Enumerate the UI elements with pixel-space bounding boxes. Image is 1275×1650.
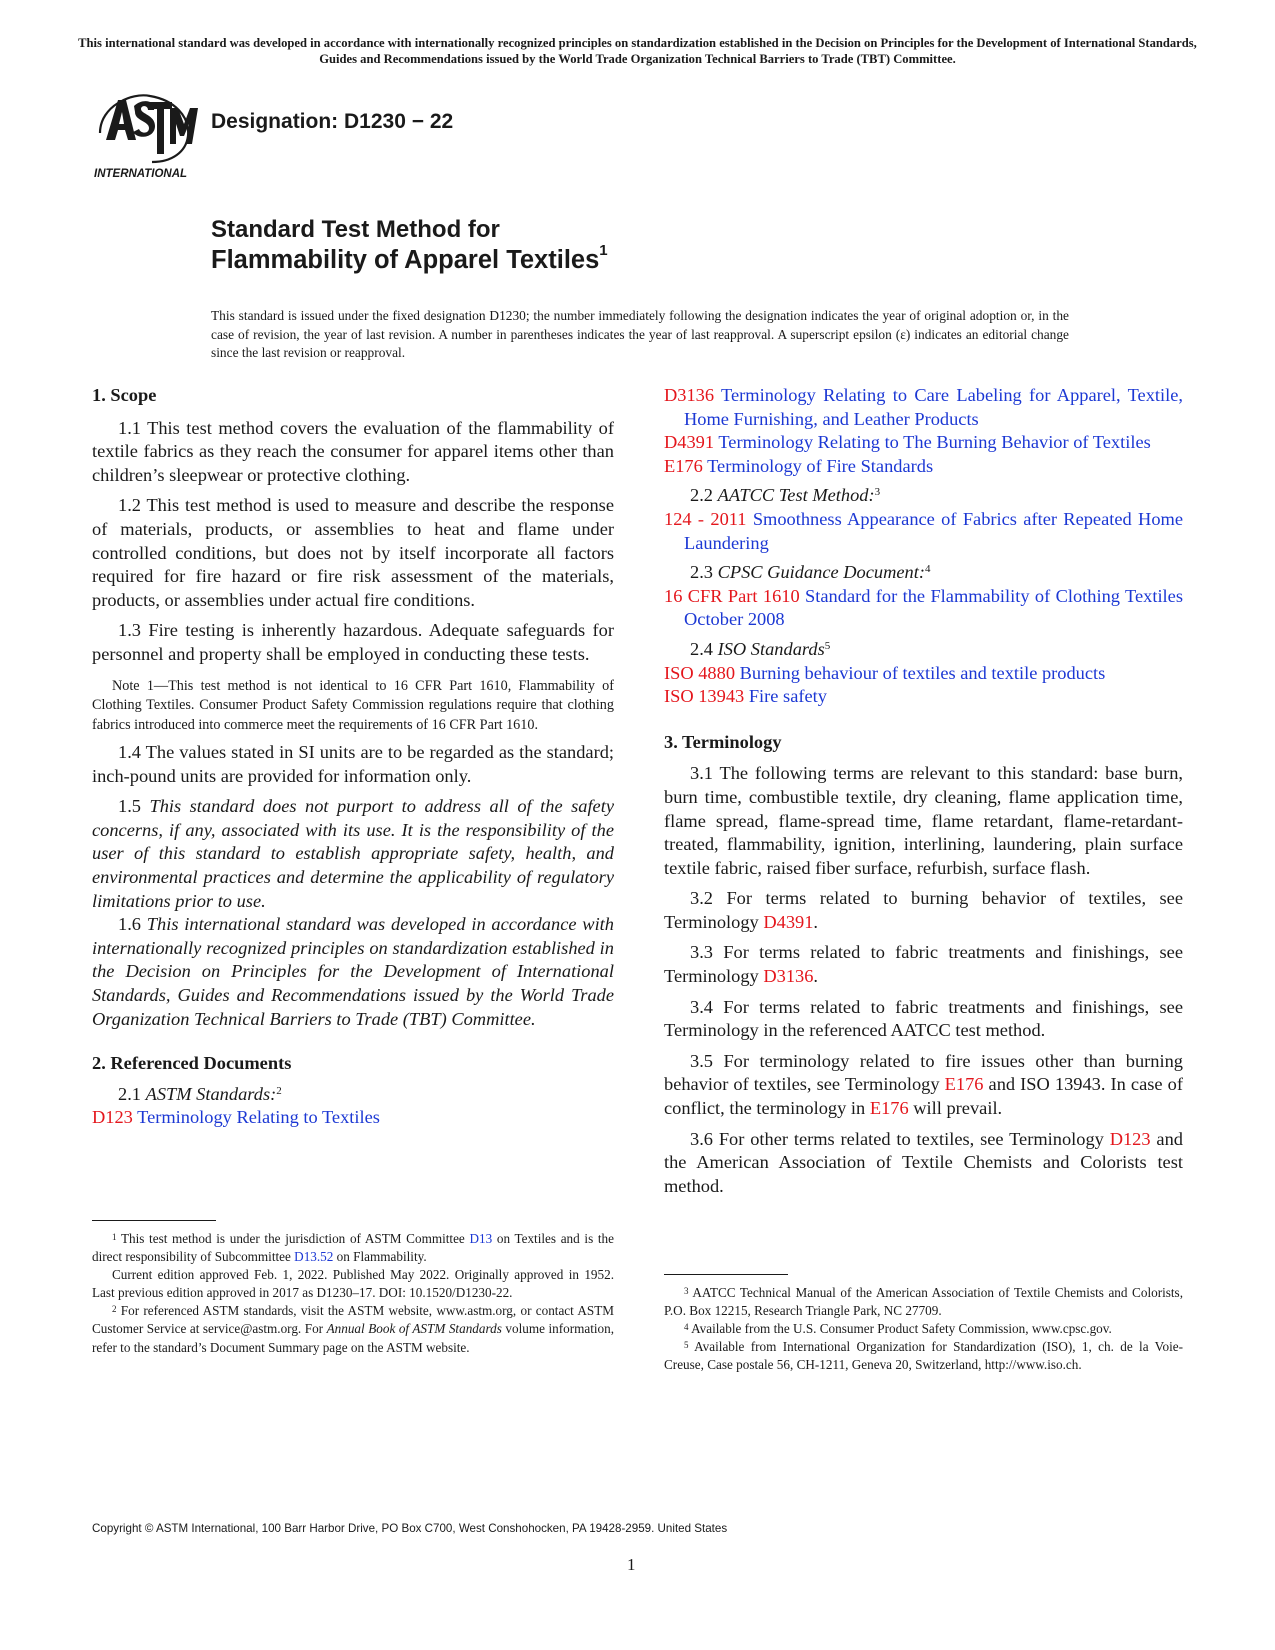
ref-d4391[interactable] [664,431,1183,455]
ref-iso4880-code[interactable]: ISO 4880 [664,662,736,683]
footnote-2 [92,1302,614,1356]
ref-e176-title[interactable]: Terminology of Fire Standards [707,455,934,476]
section-2-2 [664,484,1183,508]
footnote-rule-right [664,1274,788,1275]
section-3-5 [664,1050,1183,1121]
ref-iso13943-title[interactable]: Fire safety [748,686,827,707]
footnote-5-marker: 5 [684,1340,689,1351]
terminology-heading: 3. Terminology [664,731,782,752]
section-1-1: 1.1 This test method covers the evaluation of the flammability of textile fabrics as they reach the consumer for apparel items other than children’s sleepwear or protective clothing. [92,417,614,485]
ref-d3136[interactable] [664,384,1183,431]
ref-16cfr-title[interactable]: Standard for the Flammability of Clothing Textiles October 2008 [684,585,1183,630]
section-3-6-text-a: 3.6 For other terms related to textiles, see Terminology [690,1128,1104,1149]
section-1-5-number: 1.5 [118,796,141,817]
right-footnotes [664,1274,1183,1374]
ref-e176[interactable] [664,455,1183,479]
link-d13-52[interactable]: D13.52 [294,1249,334,1265]
page-number: 1 [627,1555,636,1574]
section-3-1: 3.1 The following terms are relevant to this standard: base burn, burn time, combustible textile, dry cleaning, flame application time, flame spread, flame-spread time, flame retardant, flame-retardant-treated, flammability, ignition, interlining, laundering, plain surface textile fabric, raised fiber surface, refurbish, surface flash. [664,763,1183,878]
header-note: This international standard was developed in accordance with internationally recognized principles on standardization established in the Decision on Principles for the Development of International Standards, Guides and Recommendations issued by the World Trade Organization Technical Barriers to Trade (TBT) Committee. [78,36,1197,66]
ref-d123[interactable] [92,1106,614,1130]
section-1-5-text: This standard does not purport to address all of the safety concerns, if any, associated with its use. It is the responsibility of the user of this standard to establish appropriate safety, health, and environmental practices and determine the applicability of regulatory limitations prior to use. [92,796,614,911]
link-e176-b[interactable]: E176 [869,1098,909,1119]
scope-heading: 1. Scope [92,385,157,405]
left-footnotes [92,1220,614,1357]
ref-d123-title[interactable]: Terminology Relating to Textiles [137,1107,380,1128]
section-1-5 [92,795,614,913]
link-d3136[interactable]: D3136 [763,966,814,987]
section-2-3 [664,561,1183,585]
ref-16cfr-1610[interactable] [664,585,1183,632]
footnote-1-text-b: on Textiles and is the direct responsibility of Subcommittee [92,1231,614,1265]
section-1-2: 1.2 This test method is used to measure and describe the response of materials, products, or assemblies to heat and flame under controlled conditions, but does not by itself incorporate all factors required for fire hazard or fire risk assessment of the materials, products, or assemblies under actual fire conditions. [92,495,614,610]
section-3-4: 3.4 For terms related to fabric treatments and finishings, see Terminology in the referenced AATCC test method. [664,996,1183,1041]
ref-d4391-code[interactable]: D4391 [664,432,715,453]
astm-logo [92,88,202,180]
ref-iso4880-title[interactable]: Burning behaviour of textiles and textile products [739,662,1106,683]
section-3-5-text-b: and ISO 13943. In case of conflict, the terminology in [664,1074,1183,1119]
section-3-2: 3.2 For terms related to burning behavior of textiles, see Terminology D4391. [664,888,1183,932]
footnote-3 [664,1284,1183,1320]
section-2-1-label: ASTM Standards: [145,1083,277,1104]
footnote-1-text-a: This test method is under the jurisdiction of ASTM Committee [120,1231,465,1246]
section-2-4 [664,638,1183,662]
section-3-5-text-c: will prevail. [913,1098,1003,1119]
ref-aatcc-code[interactable]: 124 - 2011 [664,508,747,529]
title-line-1: Standard Test Method for [211,216,500,243]
section-2-4-number: 2.4 [690,638,713,659]
footnote-2-text-b: volume information, refer to the standard’s Document Summary page on the ASTM website. [92,1321,615,1355]
footnote-1-text-c: on Flammability. [336,1249,427,1265]
link-d13[interactable]: D13 [469,1231,493,1246]
title-text: Flammability of Apparel Textiles [211,246,600,274]
footnote-marker-3: 3 [874,486,881,499]
footnote-1-edition: Current edition approved Feb. 1, 2022. Published May 2022. Originally approved in 1952. Last previous edition approved in 2017 as D1230–17. DOI: 10.1520/D1230-22. [92,1267,614,1301]
section-3-3: 3.3 For terms related to fabric treatments and finishings, see Terminology D3136. [664,942,1183,987]
footnote-rule [92,1220,216,1221]
section-3-6-text-b: and the American Association of Textile Chemists and Colorists test method. [664,1128,1183,1196]
link-d4391[interactable]: D4391 [763,911,814,932]
section-2-1-number: 2.1 [118,1083,141,1104]
left-column [92,384,614,1130]
footnote-4 [664,1320,1183,1338]
section-1-6-text: This international standard was developed in accordance with internationally recognized principles on standardization established in the Decision on Principles for the Development of International Standards, Guides and Recommendations issued by the World Trade Organization Technical Barriers to Trade (TBT) Committee. [92,914,614,1029]
section-2-3-label: CPSC Guidance Document: [717,562,925,583]
section-3-6 [664,1128,1183,1199]
footnote-marker-4: 4 [924,563,931,576]
section-3-3-text: 3.3 For terms related to fabric treatments and finishings, see Terminology [664,942,1183,987]
designation: Designation: D1230 − 22 [211,110,454,133]
section-1-4: 1.4 The values stated in SI units are to be regarded as the standard; inch-pound units are provided for information only. [92,742,614,786]
logo-text: INTERNATIONAL [94,168,188,180]
footnote-2-italic: Annual Book of ASTM Standards [326,1321,502,1337]
section-2-3-number: 2.3 [690,562,713,583]
copyright: Copyright © ASTM International, 100 Barr Harbor Drive, PO Box C700, West Conshohocken, PA 19428-2959. United States [92,1522,728,1535]
ref-iso13943-code[interactable]: ISO 13943 [664,686,745,707]
ref-d3136-title[interactable]: Terminology Relating to Care Labeling for Apparel, Textile, Home Furnishing, and Leather Products [684,385,1184,429]
ref-iso-4880[interactable] [664,662,1183,686]
footnote-marker-2: 2 [276,1084,282,1097]
footnote-4-marker: 4 [684,1322,689,1333]
footnote-3-marker: 3 [684,1286,689,1296]
section-1-6-number: 1.6 [118,914,141,935]
ref-aatcc-124[interactable] [664,508,1183,555]
link-e176-a[interactable]: E176 [944,1074,984,1095]
right-column [664,384,1183,1198]
footnote-3-text: AATCC Technical Manual of the American Association of Textile Chemists and Colorists, P.O. Box 12215, Research Triangle Park, NC 27709. [664,1285,1183,1319]
link-d123[interactable]: D123 [1109,1128,1151,1149]
footnote-2-marker: 2 [112,1304,117,1315]
section-2-4-label: ISO Standards [717,638,825,659]
issued-note: This standard is issued under the fixed designation D1230; the number immediately following the designation indicates the year of original adoption or, in the case of revision, the year of last revision. A number in parentheses indicates the year of last reapproval. A superscript epsilon (ε) indicates an editorial change since the last revision or reapproval. [211,308,1069,360]
section-2-1 [92,1083,614,1107]
footnote-1-marker: 1 [112,1232,117,1242]
section-3-5-text-a: 3.5 For terminology related to fire issues other than burning behavior of textiles, see Terminology [664,1050,1183,1095]
section-1-3: 1.3 Fire testing is inherently hazardous. Adequate safeguards for personnel and property shall be employed in conducting these tests. [92,620,614,664]
section-2-2-number: 2.2 [690,485,713,506]
footnote-2-text-a: For referenced ASTM standards, visit the ASTM website, www.astm.org, or contact ASTM Customer Service at service@astm.org. For [92,1303,615,1337]
ref-d4391-title[interactable]: Terminology Relating to The Burning Behavior of Textiles [718,432,1151,453]
footnote-1 [92,1230,614,1266]
footnote-5 [664,1338,1183,1374]
section-3-2-text: 3.2 For terms related to burning behavior of textiles, see Terminology [664,888,1183,932]
ref-aatcc-title[interactable]: Smoothness Appearance of Fabrics after Repeated Home Laundering [684,508,1184,553]
footnote-marker-5: 5 [824,639,831,652]
section-2-2-label: AATCC Test Method: [717,485,875,506]
ref-iso-13943[interactable] [664,685,1183,709]
ref-d3136-code[interactable]: D3136 [664,385,715,405]
footnote-5-text: Available from International Organization for Standardization (ISO), 1, ch. de la Voie-Creuse, Case postale 56, CH-1211, Geneva 20, Switzerland, http://www.iso.ch. [664,1339,1183,1373]
title-line-2 [211,242,608,275]
ref-16cfr-code[interactable]: 16 CFR Part 1610 [664,585,800,606]
title-footnote-marker: 1 [599,242,608,259]
ref-d123-code[interactable]: D123 [92,1107,133,1128]
referenced-documents-heading: 2. Referenced Documents [92,1053,292,1074]
footnote-4-text: Available from the U.S. Consumer Product Safety Commission, www.cpsc.gov. [691,1321,1112,1337]
section-1-6 [92,913,614,1031]
ref-e176-code[interactable]: E176 [664,455,703,476]
note-1: Note 1—This test method is not identical to 16 CFR Part 1610, Flammability of Clothing Textiles. Consumer Product Safety Commission regulations require that clothing fabrics introduced into commerce meet the requirements of 16 CFR Part 1610. [92,677,614,733]
